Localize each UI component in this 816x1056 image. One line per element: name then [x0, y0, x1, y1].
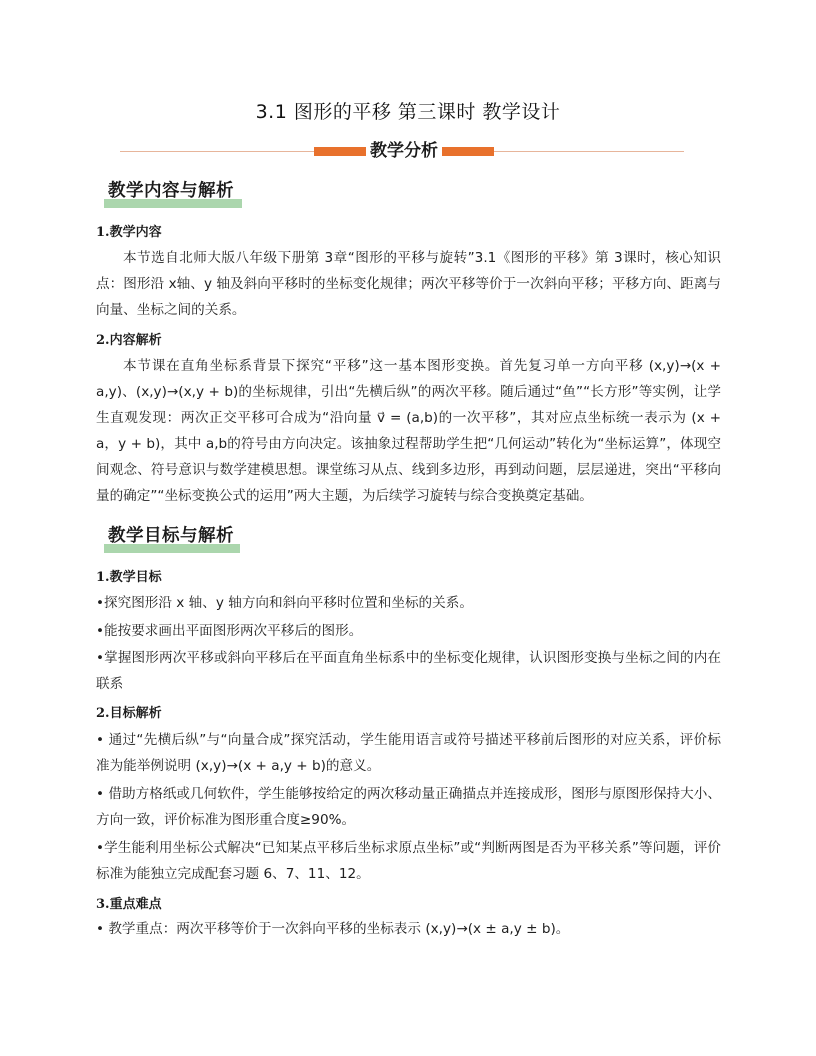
section-heading-text: 教学目标与解析 — [108, 526, 234, 546]
goal-analysis-item: • 通过“先横后纵”与“向量合成”探究活动，学生能用语言或符号描述平移前后图形的对应关系，评价标准为能举例说明 (x,y)→(x + a,y + b)的意义。 — [96, 732, 721, 774]
paragraph-content: 本节选自北师大版八年级下册第 3章“图形的平移与旋转”3.1《图形的平移》第 3课时，核心知识点：图形沿 x轴、y 轴及斜向平移时的坐标变化规律；两次平移等价于一次斜向平移；平移方向、距离与向量、坐标之间的关系。 — [96, 250, 721, 318]
subheading-key-points: 3.重点难点 — [96, 897, 162, 912]
subheading-goal-analysis: 2.目标解析 — [96, 706, 162, 721]
goal-bullet: •掌握图形两次平移或斜向平移后在平面直角坐标系中的坐标变化规律，认识图形变换与坐标之间的内在联系 — [96, 650, 721, 692]
goal-bullet: •探究图形沿 x 轴、y 轴方向和斜向平移时位置和坐标的关系。 — [96, 595, 473, 611]
section-heading-text: 教学内容与解析 — [108, 181, 234, 201]
subheading-goals: 1.教学目标 — [96, 570, 162, 585]
subheading-content: 1.教学内容 — [96, 225, 162, 240]
subheading-analysis: 2.内容解析 — [96, 333, 162, 348]
document-title: 3.1 图形的平移 第三课时 教学设计 — [255, 101, 561, 123]
banner-label: 教学分析 — [366, 139, 442, 163]
goal-analysis-item: •学生能利用坐标公式解决“已知某点平移后坐标求原点坐标”或“判断两图是否为平移关系”等问题，评价标准为能独立完成配套习题 6、7、11、12。 — [96, 840, 721, 882]
paragraph-analysis: 本节课在直角坐标系背景下探究“平移”这一基本图形变换。首先复习单一方向平移 (x,y)→(x + a,y)、(x,y)→(x,y + b)的坐标规律，引出“先横后纵”的两次平移。随后通过“鱼”“长方形”等实例，让学生直观发现：两次正交平移可合成为“沿向量 v⃗ = (a,b)的一次平移”，其对应点坐标统一表示为 (x + a，y + b)，其中 a,b的符号由方向决定。该抽象过程帮助学生把“几何运动”转化为“坐标运算”，体现空间观念、符号意识与数学建模思想。课堂练习从点、线到多边形，再到动问题，层层递进，突出“平移向量的确定”“坐标变换公式的运用”两大主题，为后续学习旋转与综合变换奠定基础。 — [96, 358, 721, 504]
goal-bullet: •能按要求画出平面图形两次平移后的图形。 — [96, 623, 363, 639]
section-heading-content — [104, 178, 234, 208]
section-heading-goals — [104, 523, 234, 553]
banner-bar-left — [314, 147, 366, 156]
section-banner — [120, 139, 684, 165]
banner-bar-right — [442, 147, 494, 156]
goal-analysis-item: • 借助方格纸或几何软件，学生能够按给定的两次移动量正确描点并连接成形，图形与原图形保持大小、方向一致，评价标准为图形重合度≥90%。 — [96, 786, 721, 828]
key-point-item: • 教学重点：两次平移等价于一次斜向平移的坐标表示 (x,y)→(x ± a,y ± b)。 — [96, 921, 570, 937]
